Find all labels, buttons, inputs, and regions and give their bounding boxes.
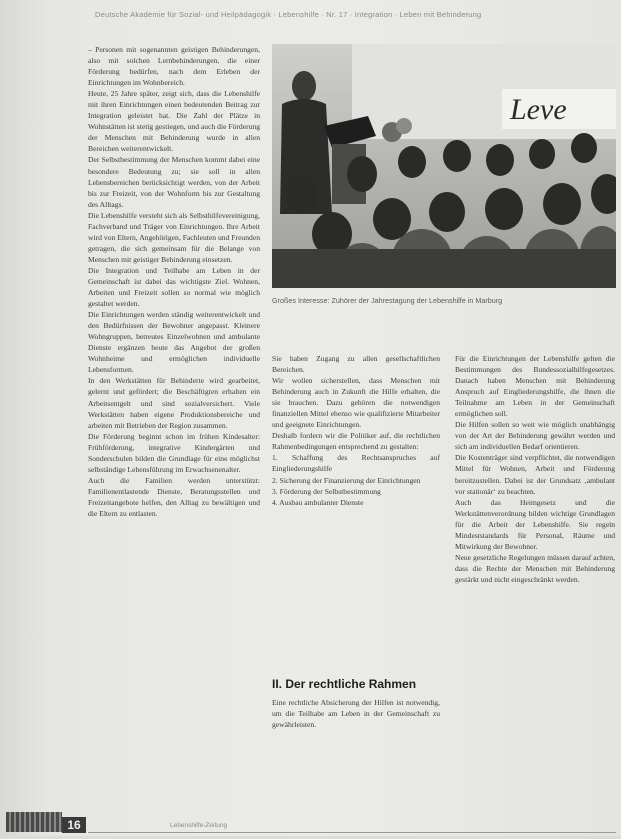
paragraph: – Personen mit sogenannten geistigen Behinderungen, also mit solchen Lernbehinderungen, die einer Förderung bedürfen, nach dem Erleben der Einrichtungen im Wohnbereich. <box>88 45 260 88</box>
list-item: 4. Ausbau ambulanter Dienste <box>272 497 364 507</box>
list-item: 3. Förderung der Selbstbestimmung <box>272 486 381 496</box>
banner-sign: Leve <box>510 93 567 126</box>
event-photo <box>272 44 616 288</box>
paragraph: Neue gesetzliche Regelungen müssen darauf achten, dass die Rechte der Menschen mit Behinderung gestärkt und nicht eingeschränkt werden. <box>455 552 615 584</box>
page-edge-marker <box>6 812 62 832</box>
audience-image <box>272 44 616 288</box>
paragraph: Auch das Heimgesetz und die Werkstättenverordnung bilden wichtige Grundlagen für die Arbeit der Lebenshilfe. Sie regeln Mindeststandards für Personal, Räume und Mitwirkung der Bewohner. <box>455 497 615 551</box>
list-item: 1. Schaffung des Rechtsanspruches auf Eingliederungshilfe <box>272 453 440 474</box>
section-heading: II. Der rechtliche Rahmen <box>272 677 417 691</box>
paragraph: In den Werkstätten für Behinderte wird gearbeitet, gelernt und gefördert; die Beschäftigten erhalten ein Arbeitsentgelt und sind sozialversichert. Viele Werkstätten haben eigene Produktionsbereiche und arbeiten mit Betrieben der Region zusammen. <box>88 376 260 430</box>
text-column-3 <box>455 353 615 813</box>
paragraph: Wir wollen sicherstellen, dass Menschen mit Behinderung auch in Zukunft die Hilfe erhalten, die sie brauchen. Dazu gehören die notwendigen finanziellen Mittel ebenso wie qualifizierte Mitarbeiter und geeignete Einrichtungen. <box>272 376 440 430</box>
footer-rule <box>88 832 616 833</box>
paragraph: Eine rechtliche Absicherung der Hilfen ist notwendig, um die Teilhabe am Leben in der Gemeinschaft zu gewährleisten. <box>272 698 440 730</box>
text-column-1 <box>88 44 260 839</box>
paragraph: Auch die Familien werden unterstützt: Familienentlastende Dienste, Beratungsstellen und Freizeitangebote helfen, den Alltag zu bewältigen und die Eltern zu entlasten. <box>88 475 260 518</box>
list-item: 2. Sicherung der Finanzierung der Einrichtungen <box>272 475 421 485</box>
paragraph: Die Hilfen sollen so weit wie möglich unabhängig von der Art der Behinderung gewährt werden und sich am individuellen Bedarf orientieren. <box>455 420 615 452</box>
paragraph: Für die Einrichtungen der Lebenshilfe gelten die Bestimmungen des Bundessozialhilfegesetzes. Danach haben Menschen mit Behinderung Anspruch auf Eingliederungshilfe, die ihnen die Teilnahme am Leben in der Gemeinschaft ermöglichen soll. <box>455 354 615 419</box>
paragraph: Heute, 25 Jahre später, zeigt sich, dass die Lebenshilfe mit ihren Einrichtungen einen bedeutenden Beitrag zur Integration geleistet hat. Die Zahl der Plätze in Wohnstätten ist stetig gestiegen, und auch die Förderung der Menschen mit Behinderung wurde in allen Bereichen weiterentwickelt. <box>88 89 260 154</box>
page-number: 16 <box>62 817 86 833</box>
footer-text: Lebenshilfe-Zeitung <box>170 822 228 829</box>
paragraph: Der Selbstbestimmung der Menschen kommt dabei eine besondere Bedeutung zu; sie soll in allen Lebensbereichen berücksichtigt werden, von der Arbeit bis zur Freizeit, von der Wohnform bis zur Gestaltung des Alltags. <box>88 155 260 209</box>
running-head: Deutsche Akademie für Sozial- und Heilpädagogik · Lebenshilfe · Nr. 17 · Integration · Leben mit Behinderung <box>95 10 482 19</box>
paragraph: Die Förderung beginnt schon im frühen Kindesalter: Frühförderung, integrative Kindergärten und Sonderschulen bilden die Grundlage für eine möglichst selbständige Lebensführung im Erwachsenenalter. <box>88 431 260 474</box>
text-column-2-continued <box>272 697 440 812</box>
photo-caption: Großes Interesse: Zuhörer der Jahrestagung der Lebenshilfe in Marburg <box>272 296 503 305</box>
paragraph: Die Lebenshilfe versteht sich als Selbsthilfevereinigung, Fachverband und Träger von Einrichtungen. Ihre Arbeit wird von Eltern, Angehörigen, Fachleuten und Freunden getragen, die sich gemeinsam für die Belange von Menschen mit geistiger Behinderung einsetzen. <box>88 210 260 264</box>
paragraph: Die Kostenträger sind verpflichtet, die notwendigen Mittel für Wohnen, Arbeit und Förderung bereitzustellen. Dabei ist der Grundsatz ‚ambulant vor stationär‘ zu beachten. <box>455 453 615 496</box>
paragraph: Die Integration und Teilhabe am Leben in der Gemeinschaft ist dabei das wichtigste Ziel. Wohnen, Arbeiten und Freizeit sollen so normal wie möglich gestaltet werden. <box>88 265 260 309</box>
paragraph: Die Einrichtungen werden ständig weiterentwickelt und den Bedürfnissen der Bewohner angepasst. Kleinere Wohngruppen, betreutes Einzelwohnen und ambulante Dienste ergänzen heute das Angebot der großen Wohnheime und ermöglichen individuelle Lebensformen. <box>88 310 260 375</box>
paragraph: Sie haben Zugang zu allen gesellschaftlichen Bereichen. <box>272 354 440 375</box>
paragraph: Deshalb fordern wir die Politiker auf, die rechtlichen Rahmenbedingungen entsprechend zu gestalten: <box>272 431 440 452</box>
demands-list <box>272 452 440 507</box>
